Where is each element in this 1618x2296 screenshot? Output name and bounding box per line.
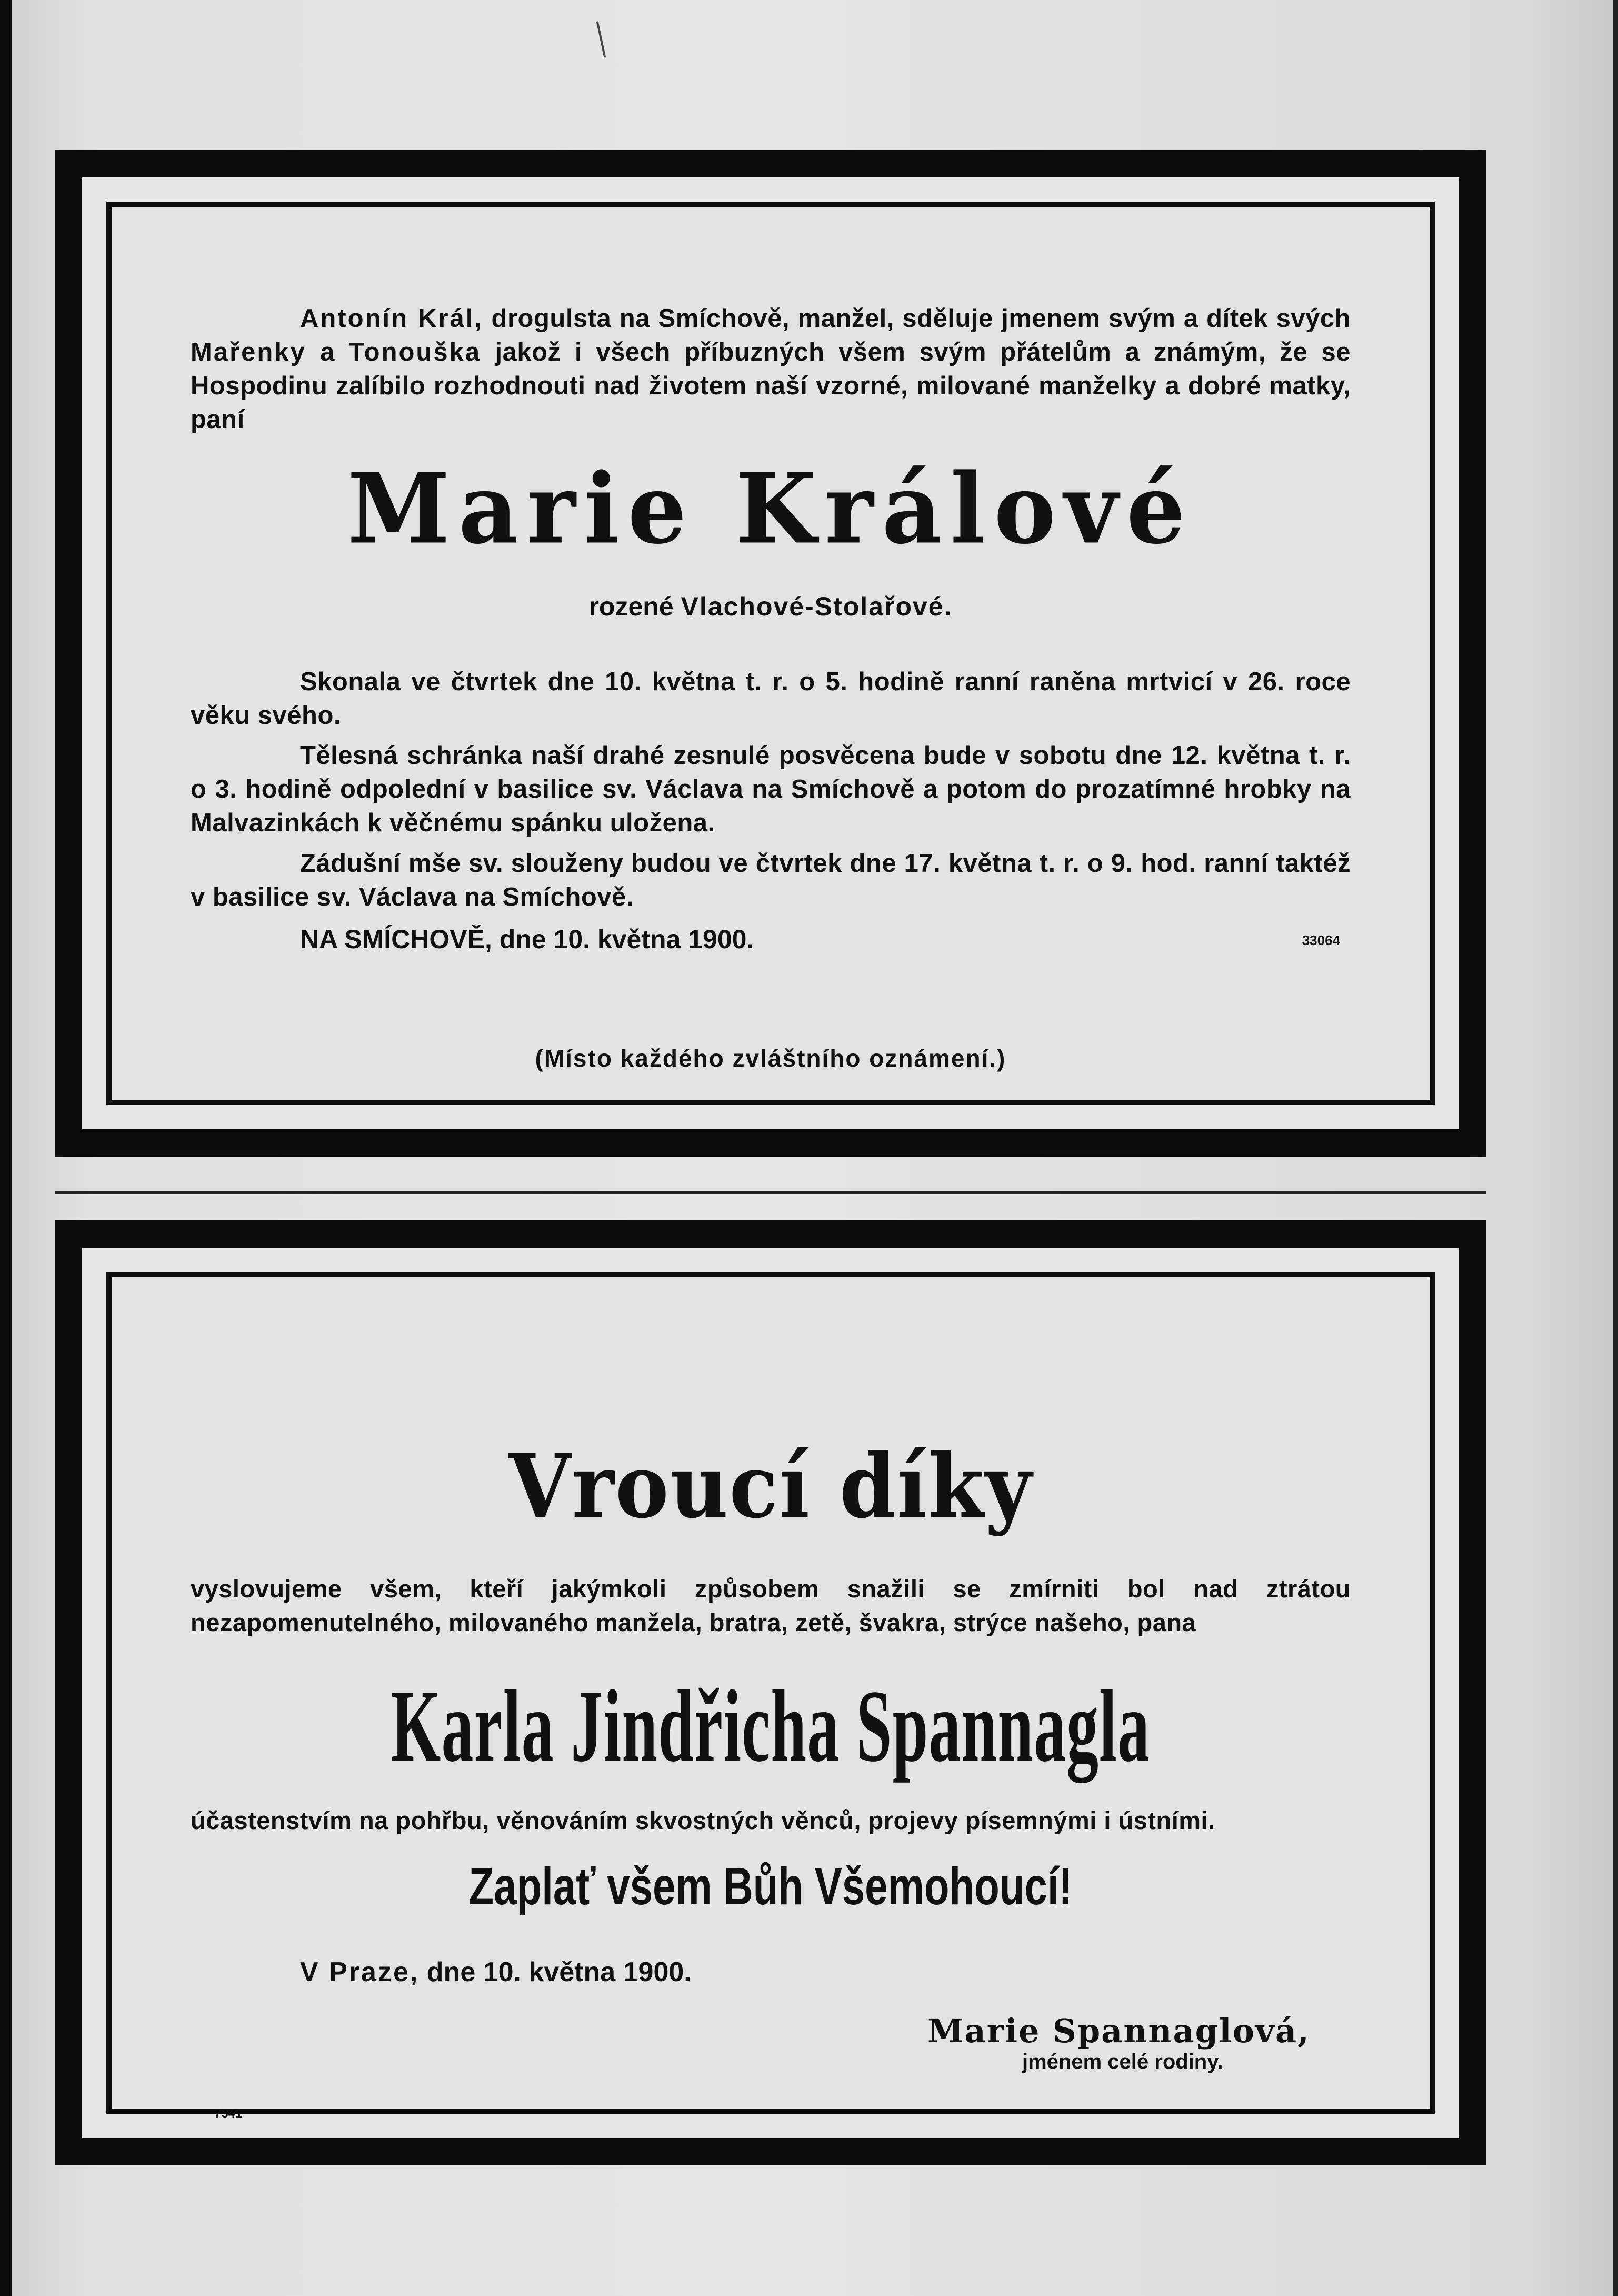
signature-block [191,2012,1351,2074]
thanks-notice [55,1220,1486,2165]
maiden-name: Vlachové-Stolařové. [681,592,953,621]
blessing-line [112,1856,1430,1917]
thanks-text: vyslovujeme všem, kteří jakýmkoli způsobem snažili se zmírniti bol nad ztrátou nezapomenutelného, milovaného manžela, bratra, zetě, švakra, strýce našeho, pana [191,1575,1351,1636]
page-divider [55,1191,1486,1194]
thanks-paragraph [191,1572,1351,1639]
place-name: V Praze, [300,1957,420,1987]
death-text: Skonala ve čtvrtek dne 10. května t. r. o 5. hodině ranní raněna mrtvicí v 26. roce věku svého. [191,668,1351,730]
page-right-edge [1613,0,1618,2296]
mass-paragraph [191,847,1351,914]
signatory-subtitle: jménem celé rodiny. [1022,2050,1223,2073]
mass-text: Zádušní mše sv. slouženy budou ve čtvrtek dne 17. května t. r. o 9. hod. ranní taktéž v basilice sv. Václava na Smíchově. [191,849,1351,911]
blessing: Zaplať všem Bůh Všemohoucí! [468,1857,1073,1916]
announcement-paragraph [191,302,1351,436]
deceased-name: Karla Jindřicha Spannagla [391,1669,1151,1783]
instead-notice-line [191,1044,1351,1072]
place-date: NA SMÍCHOVĚ, dne 10. května 1900. [300,925,754,954]
announcement-text-b: a [306,338,349,366]
notice-body [112,1277,1430,2121]
signatory-name: Marie Spannaglová, [927,2012,1310,2050]
notice-frame-inner [82,1248,1459,2138]
deceased-name-heading [112,1667,1430,1785]
reference-number: 7341 [214,2106,243,2121]
widower-name: Antonín Král, [300,304,484,333]
place-date-line [191,1956,1351,1988]
thanks-title: Vroucí díky [508,1435,1033,1538]
announcement-text-a: drogulsta na Smíchově, manžel, sděluje jmenem svým a dítek svých [483,304,1351,333]
deceased-name: Marie Králové [347,452,1194,566]
obituary-notice [55,150,1486,1157]
child-name-2: Tonouška [348,338,482,366]
funeral-text: Tělesná schránka naší drahé zesnulé posvěcena bude v sobotu dne 12. května t. r. o 3. hodině odpolední v basilice sv. Václava na Smíchově a potom do prozatímné hrobky na Malvazinkách k věčnému spánku uložena. [191,741,1351,837]
place-date-line [191,924,1351,955]
notice-body [112,207,1430,1100]
condolence-paragraph [191,1804,1351,1837]
thanks-title-block [191,1435,1351,1538]
funeral-paragraph [191,739,1351,840]
announcement-text-c: jakož i všech příbuzných všem svým přátelům a známým, že se Hospodinu zalíbilo rozhodnouti nad životem naší vzorné, milované manželky a dobré matky, paní [191,338,1351,434]
date-text: dne 10. května 1900. [419,1957,692,1987]
instead-notice: (Místo každého zvláštního oznámení.) [535,1045,1006,1072]
child-name-1: Mařenky [191,338,306,366]
death-paragraph [191,665,1351,732]
born-prefix: rozené [588,592,674,621]
reference-number: 33064 [1302,932,1340,948]
maiden-name-line [191,591,1351,622]
notice-frame-inner [82,177,1459,1129]
deceased-name-heading [191,452,1351,566]
condolence-text: účastenstvím na pohřbu, věnováním skvostných věnců, projevy písemnými i ústními. [191,1806,1215,1834]
page-left-edge [0,0,12,2296]
